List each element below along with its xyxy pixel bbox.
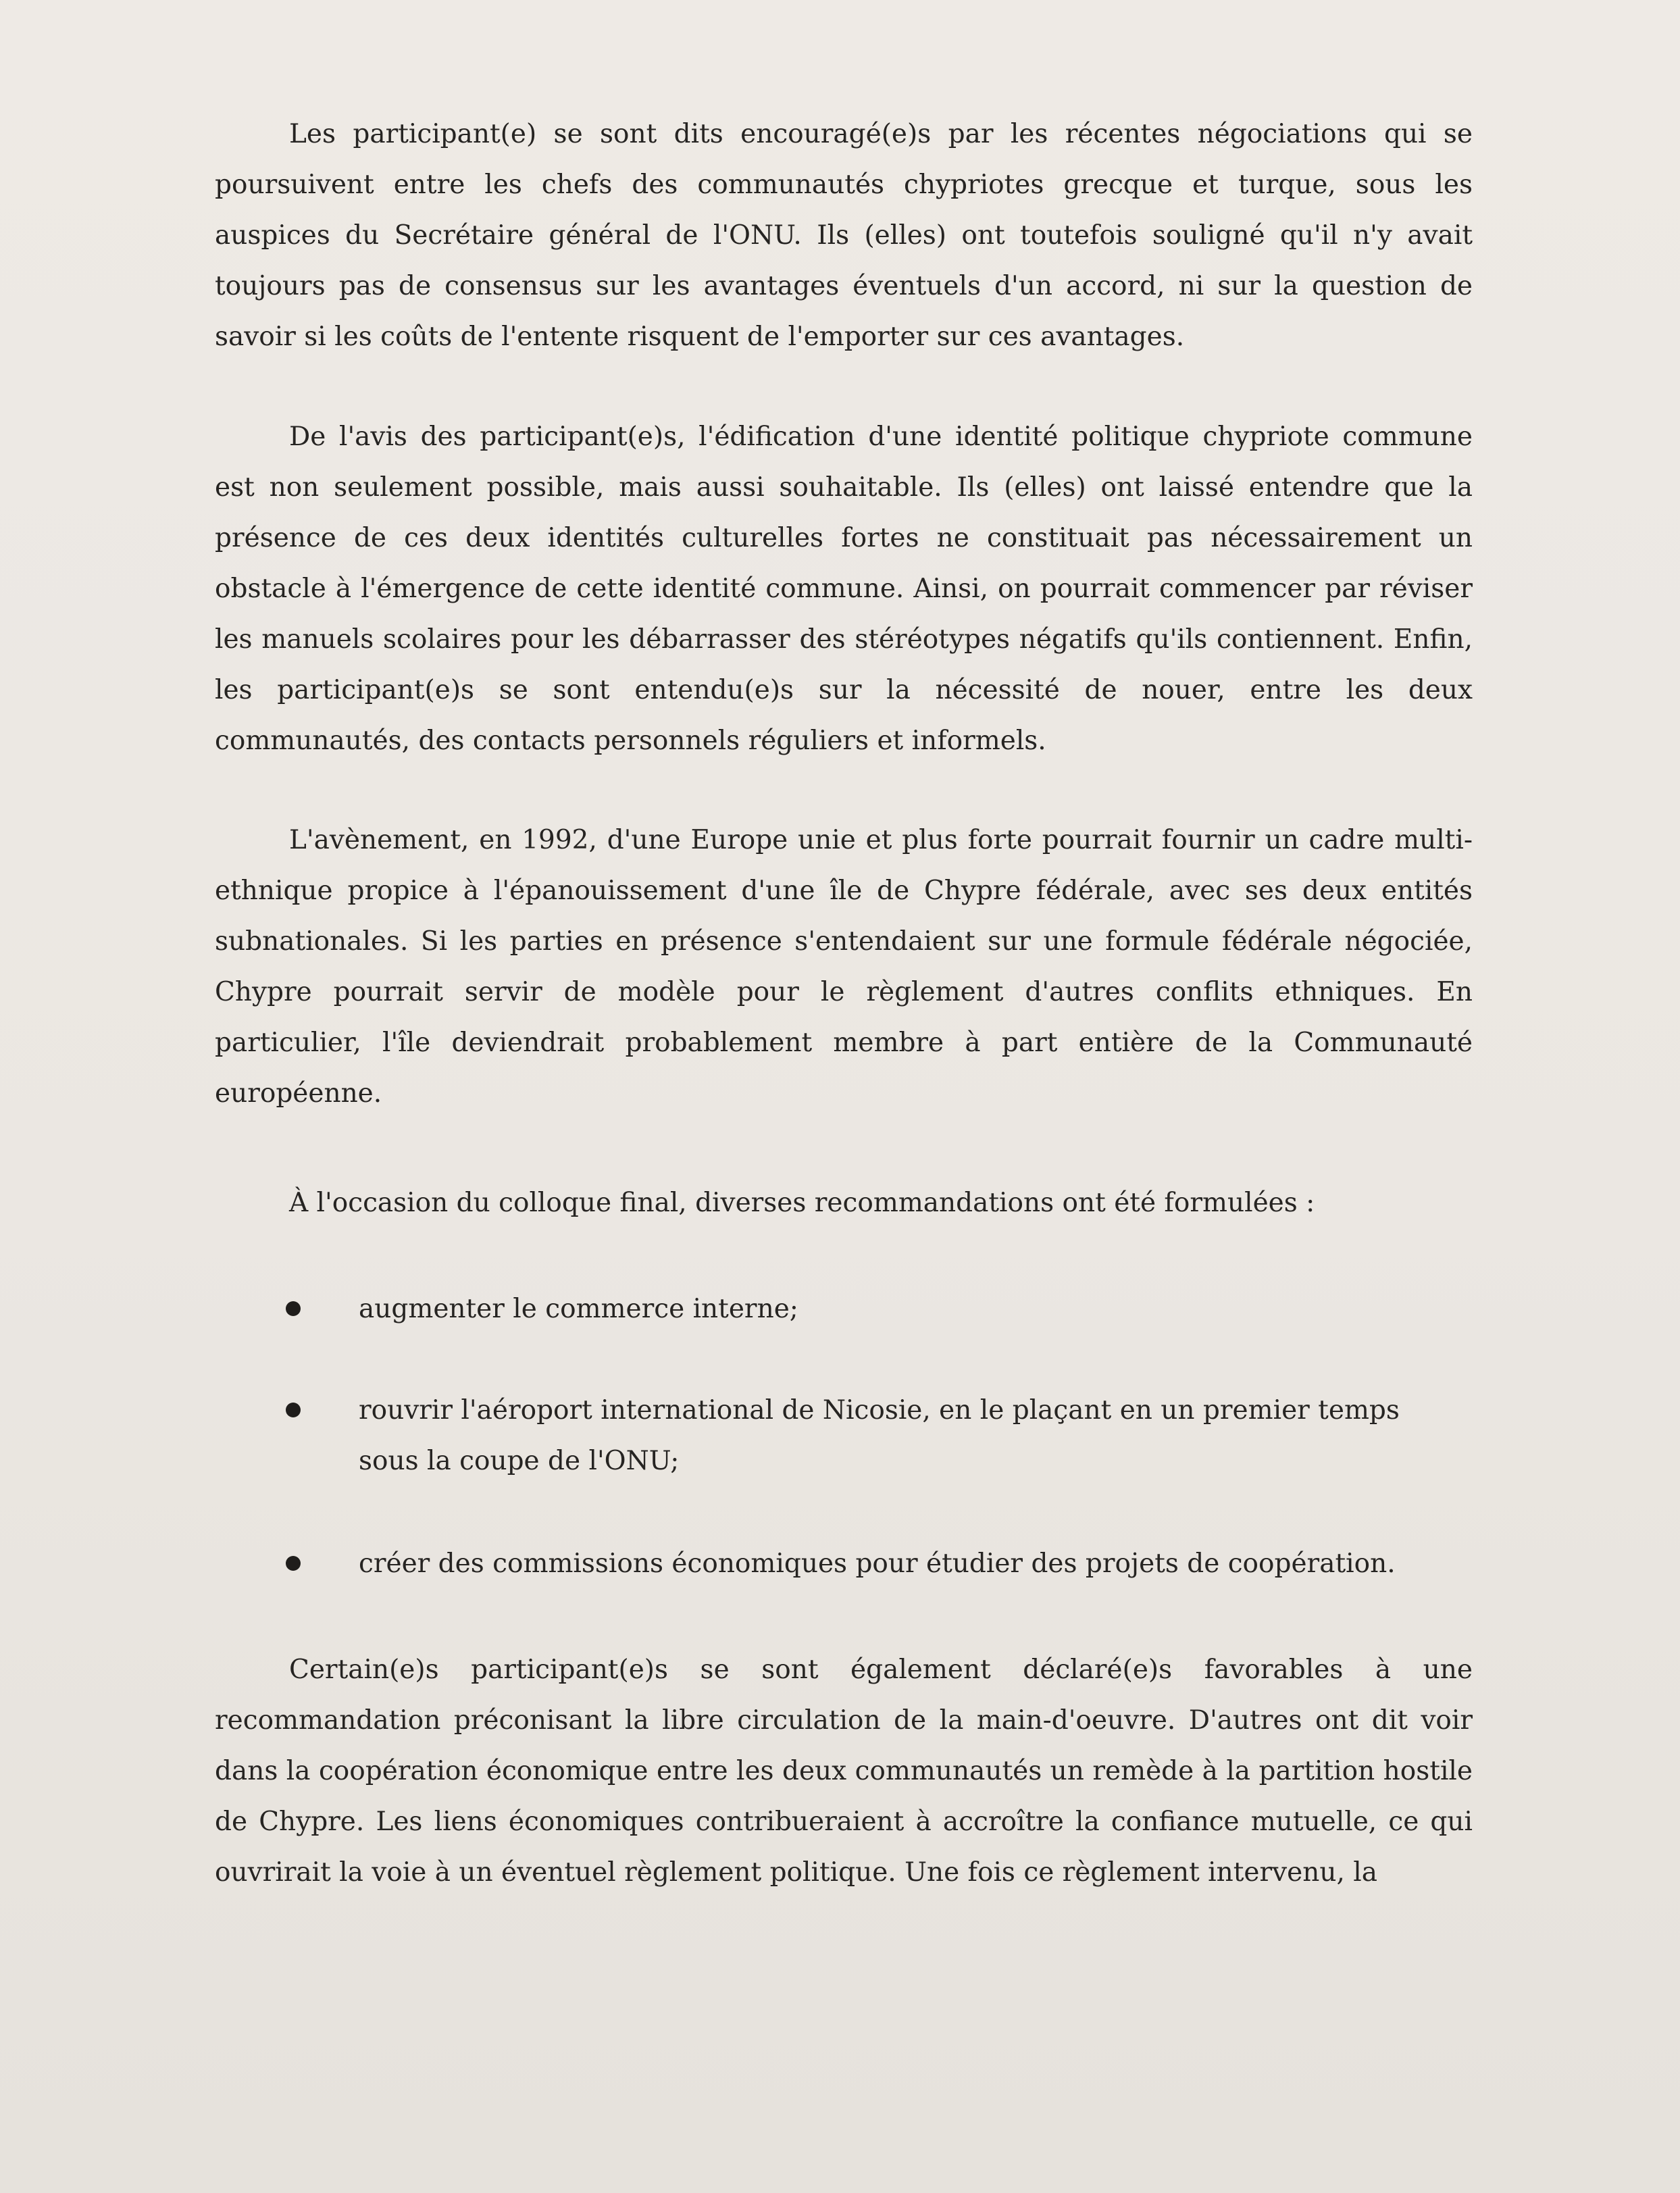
paragraph-economic-cooperation: Certain(e)s participant(e)s se sont également déclaré(e)s favorables à une recommandation préconisant la libre circulation de la main-d'oeuvre. D'autres ont dit voir dans la coopération économique entre les deux communautés un remède à la partition hostile de Chypre. Les liens économiques contribueraient à accroître la confiance mutuelle, ce qui ouvrirait la voie à un éventuel règlement politique. Une fois ce règlement intervenu, la	[215, 1655, 1473, 1888]
bullet-icon	[286, 1403, 301, 1417]
bullet-text: augmenter le commerce interne;	[359, 1294, 798, 1324]
bullet-text: créer des commissions économiques pour étudier des projets de coopération.	[359, 1548, 1396, 1579]
paragraph-europe-1992: L'avènement, en 1992, d'une Europe unie et plus forte pourrait fournir un cadre multi-ethnique propice à l'épanouissement d'une île de Chypre fédérale, avec ses deux entités subnationales. Si les parties en présence s'entendaient sur une formule fédérale négociée, Chypre pourrait servir de modèle pour le règlement d'autres conflits ethniques. En particulier, l'île deviendrait probablement membre à part entière de la Communauté européenne.	[215, 825, 1473, 1109]
paragraph-negotiations: Les participant(e) se sont dits encouragé(e)s par les récentes négociations qui se poursuivent entre les chefs des communautés chypriotes grecque et turque, sous les auspices du Secrétaire général de l'ONU. Ils (elles) ont toutefois souligné qu'il n'y avait toujours pas de consensus sur les avantages éventuels d'un accord, ni sur la question de savoir si les coûts de l'entente risquent de l'emporter sur ces avantages.	[215, 119, 1473, 352]
bullet-text: rouvrir l'aéroport international de Nicosie, en le plaçant en un premier temps sous la coupe de l'ONU;	[359, 1395, 1400, 1476]
bullet-icon	[286, 1301, 301, 1316]
paragraph-recommendations-intro: À l'occasion du colloque final, diverses recommandations ont été formulées :	[289, 1188, 1315, 1218]
paragraph-common-identity: De l'avis des participant(e)s, l'édification d'une identité politique chypriote commune est non seulement possible, mais aussi souhaitable. Ils (elles) ont laissé entendre que la présence de ces deux identités culturelles fortes ne constituait pas nécessairement un obstacle à l'émergence de cette identité commune. Ainsi, on pourrait commencer par réviser les manuels scolaires pour les débarrasser des stéréotypes négatifs qu'ils contiennent. Enfin, les participant(e)s se sont entendu(e)s sur la nécessité de nouer, entre les deux communautés, des contacts personnels réguliers et informels.	[215, 422, 1473, 756]
bullet-icon	[286, 1556, 301, 1571]
